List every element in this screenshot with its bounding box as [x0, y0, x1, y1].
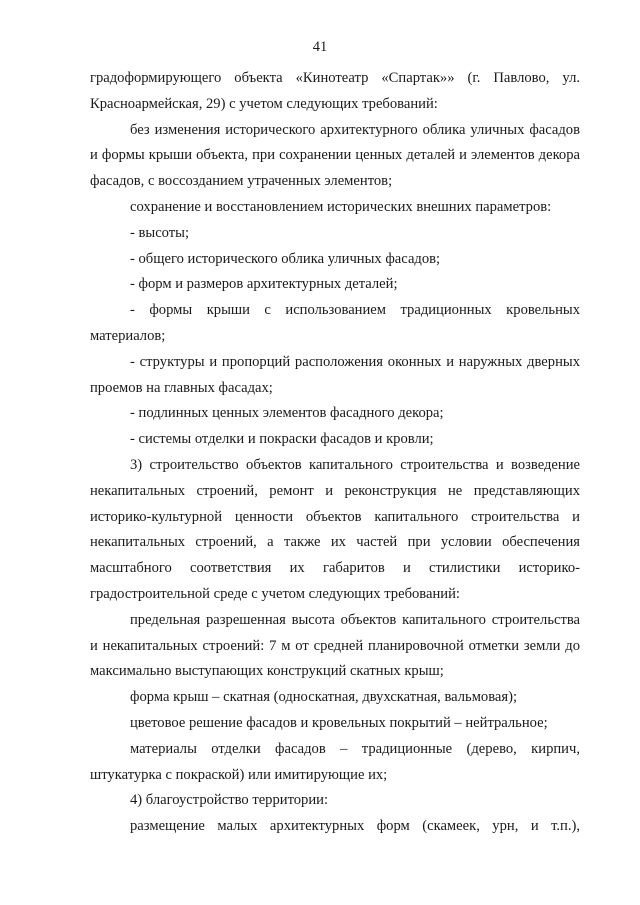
paragraph: предельная разрешенная высота объектов капитального строительства и некапитальных строений: 7 м от средней планировочной отметки земли до максимально выступающих конструкций скатных крыш;: [90, 611, 580, 680]
list-item: - формы крыши с использованием традиционных кровельных материалов;: [90, 302, 580, 344]
list-item: - структуры и пропорций расположения оконных и наружных дверных проемов на главных фасадах;: [90, 353, 580, 396]
paragraph: размещение малых архитектурных форм (скамеек, урн, и т.п.),: [130, 818, 580, 835]
list-item: - общего исторического облика уличных фасадов;: [130, 250, 441, 267]
list-item: - подлинных ценных элементов фасадного декора;: [130, 405, 444, 422]
paragraph: градоформирующего объекта «Кинотеатр «Спартак»» (г. Павлово, ул. Красноармейская, 29) с учетом следующих требований:: [90, 70, 580, 112]
paragraph: без изменения исторического архитектурного облика уличных фасадов и формы крыши объекта, при сохранении ценных деталей и элементов декора фасадов, с воссозданием утраченных элементов;: [90, 121, 580, 190]
paragraph: материалы отделки фасадов – традиционные (дерево, кирпич, штукатурка с покраской) или имитирующие их;: [90, 740, 580, 783]
paragraph: 3) строительство объектов капитального строительства и возведение некапитальных строений, ремонт и реконструкция не представляющих историко-культурной ценности объектов капитального строительства и некапитальных строений, а также их частей при условии обеспечения масштабного соответствия их габаритов и стилистики историко-градостроительной среде с учетом следующих требований:: [90, 456, 580, 602]
list-item: - высоты;: [130, 224, 190, 241]
paragraph: сохранение и восстановлением исторических внешних параметров:: [130, 198, 552, 215]
document-body: [90, 66, 580, 840]
list-item: - системы отделки и покраски фасадов и кровли;: [130, 431, 434, 448]
page-number: 41: [312, 39, 328, 55]
list-item: - форм и размеров архитектурных деталей;: [130, 276, 398, 293]
paragraph: цветовое решение фасадов и кровельных покрытий – нейтральное;: [130, 714, 548, 731]
paragraph: 4) благоустройство территории:: [130, 792, 329, 809]
paragraph: форма крыш – скатная (односкатная, двухскатная, вальмовая);: [130, 689, 518, 706]
